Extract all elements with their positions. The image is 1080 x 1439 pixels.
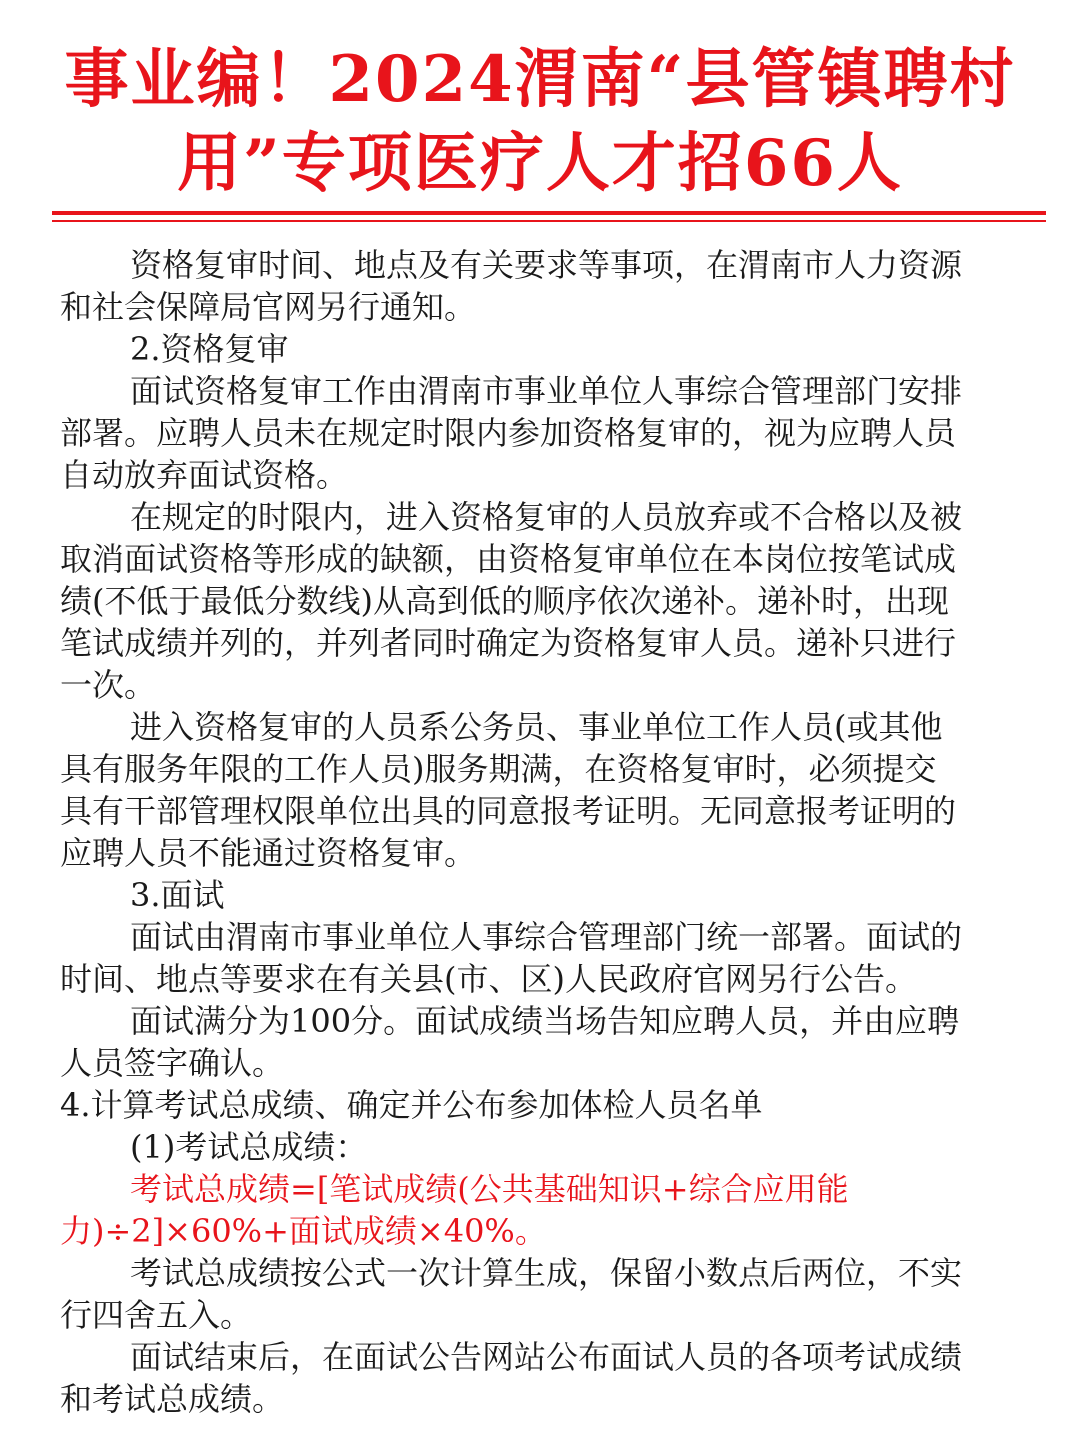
subsection-heading: (1)考试总成绩： [130, 1128, 368, 1166]
section-heading: 3.面试 [130, 876, 225, 914]
text-line: 行四舍五入。 [60, 1296, 253, 1334]
text-line: 具有干部管理权限单位出具的同意报考证明。无同意报考证明的 [60, 792, 957, 830]
formula-line: 力)÷2]×60%+面试成绩×40%。 [60, 1212, 547, 1250]
text-line: 和社会保障局官网另行通知。 [60, 288, 477, 326]
text-line: 应聘人员不能通过资格复审。 [60, 834, 477, 872]
text-line: 资格复审时间、地点及有关要求等事项，在渭南市人力资源 [130, 246, 963, 284]
formula-line: 考试总成绩=[笔试成绩(公共基础知识+综合应用能 [130, 1170, 849, 1208]
text-line: 绩(不低于最低分数线)从高到低的顺序依次递补。递补时，出现 [60, 582, 949, 620]
text-line: 在规定的时限内，进入资格复审的人员放弃或不合格以及被 [130, 498, 963, 536]
article-body [60, 244, 1030, 1420]
text-line: 面试满分为100分。面试成绩当场告知应聘人员，并由应聘 [130, 1002, 960, 1040]
title-divider-thick [52, 211, 1046, 215]
text-line: 面试结束后，在面试公告网站公布面试人员的各项考试成绩 [130, 1338, 963, 1376]
text-line: 一次。 [60, 666, 157, 704]
title-divider-thin [52, 220, 1046, 222]
text-line: 面试资格复审工作由渭南市事业单位人事综合管理部门安排 [130, 372, 963, 410]
page-title-line-1: 事业编！2024渭南“县管镇聘村 [64, 42, 1016, 117]
section-heading: 4.计算考试总成绩、确定并公布参加体检人员名单 [60, 1086, 763, 1124]
section-heading: 2.资格复审 [130, 330, 289, 368]
page-title-line-2: 用”专项医疗人才招66人 [177, 126, 903, 201]
text-line: 自动放弃面试资格。 [60, 456, 349, 494]
text-line: 部署。应聘人员未在规定时限内参加资格复审的，视为应聘人员 [60, 414, 957, 452]
text-line: 进入资格复审的人员系公务员、事业单位工作人员(或其他 [130, 708, 943, 746]
text-line: 考试总成绩按公式一次计算生成，保留小数点后两位，不实 [130, 1254, 963, 1292]
text-line: 和考试总成绩。 [60, 1380, 285, 1418]
text-line: 人员签字确认。 [60, 1044, 285, 1082]
text-line: 时间、地点等要求在有关县(市、区)人民政府官网另行公告。 [60, 960, 917, 998]
text-line: 面试由渭南市事业单位人事综合管理部门统一部署。面试的 [130, 918, 963, 956]
text-line: 笔试成绩并列的，并列者同时确定为资格复审人员。递补只进行 [60, 624, 957, 662]
text-line: 具有服务年限的工作人员)服务期满，在资格复审时，必须提交 [60, 750, 937, 788]
text-line: 取消面试资格等形成的缺额，由资格复审单位在本岗位按笔试成 [60, 540, 957, 578]
